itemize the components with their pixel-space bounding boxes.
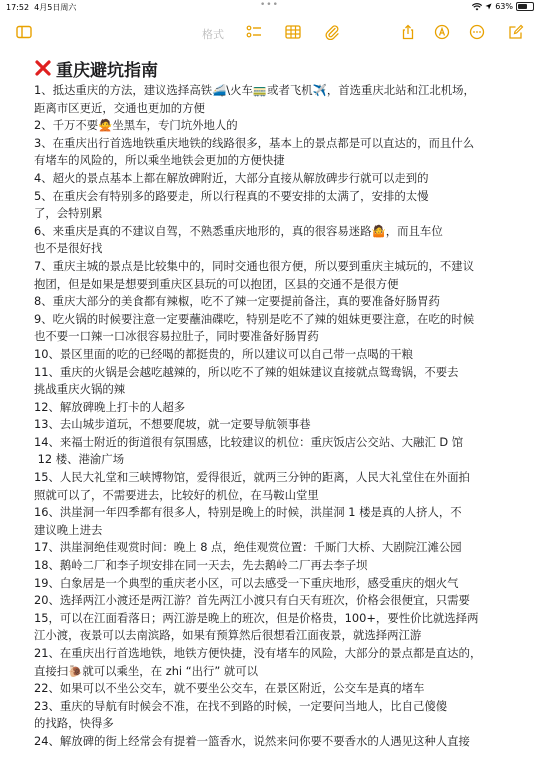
markup-icon[interactable] xyxy=(432,22,452,42)
checklist-icon[interactable] xyxy=(244,22,264,42)
note-line: 19、白象居是一个典型的重庆老小区，可以去感受一下重庆地形，感受重庆的烟火气 xyxy=(34,575,459,590)
table-icon[interactable] xyxy=(283,22,303,42)
note-text[interactable] xyxy=(34,82,514,751)
note-line: 21、在重庆出行首选地铁，地铁方便快捷，没有堵车的风险，大部分的景点都是直达的， xyxy=(34,646,482,660)
note-line: 2、千万不要🙅坐黑车，专门坑外地人的 xyxy=(34,118,238,133)
status-right xyxy=(472,2,534,11)
note-line: 直接扫🐌就可以乘坐，在 zhi “出行” 就可以 xyxy=(34,663,259,678)
multitasking-dots-icon[interactable]: ••• xyxy=(260,0,279,10)
note-title: 重庆避坑指南 xyxy=(56,60,158,81)
note-line: 照就可以了，不需要进去，比较好的机位，在马鞍山堂里 xyxy=(34,487,319,502)
note-line: 抱团，但是如果是想要到重庆区县玩的可以抱团，区县的交通不是很方便 xyxy=(34,276,399,291)
note-line: 有堵车的风险的，所以乘坐地铁会更加的方便快捷 xyxy=(34,153,285,168)
note-line: 12 楼、港渝广场 xyxy=(34,452,125,467)
note-line: 15，可以在江面看落日；两江游是晚上的班次，但是价格贵，100+，要性价比就选择两 xyxy=(34,610,479,625)
note-line: 10、景区里面的吃的已经喝的都挺贵的，所以建议可以自己带一点喝的干粮 xyxy=(34,346,413,361)
note-line: 6、来重庆是真的不建议自驾，不熟悉重庆地形的，真的很容易迷路🤷，而且车位 xyxy=(34,223,443,238)
note-title-row xyxy=(34,56,514,80)
note-line: 12、解放碑晚上打卡的人超多 xyxy=(34,399,186,414)
toolbar xyxy=(0,16,540,48)
note-line: 建议晚上进去 xyxy=(34,522,103,537)
compose-icon[interactable] xyxy=(506,22,526,42)
note-body[interactable] xyxy=(34,56,514,751)
status-bar xyxy=(0,0,540,14)
note-line: 也不是很好找 xyxy=(34,241,103,256)
note-line: 9、吃火锅的时候要注意一定要蘸油碟吃，特别是吃不了辣的姐妹更要注意，在吃的时候 xyxy=(34,311,475,326)
note-line: 18、鹅岭二厂和李子坝安排在同一天去，先去鹅岭二厂再去李子坝 xyxy=(34,558,368,573)
note-line: 17、洪崖洞绝佳观赏时间：晚上 8 点，绝佳观赏位置：千厮门大桥、大剧院江滩公园 xyxy=(34,540,462,555)
note-line: 16、洪崖洞一年四季都有很多人，特别是晚上的时候，洪崖洞 1 楼是真的人挤人，不 xyxy=(34,505,462,520)
wifi-icon xyxy=(472,3,482,11)
note-line: 距离市区更近，交通也更加的方便 xyxy=(34,100,205,115)
note-line: 23、重庆的导航有时候会不准，在找不到路的时候，一定要问当地人，比自己傻傻 xyxy=(34,698,448,713)
note-line: 也不要一口辣一口冰很容易拉肚子，同时要准备好肠胃药 xyxy=(34,329,319,344)
note-line: 挑战重庆火锅的辣 xyxy=(34,382,126,397)
more-icon[interactable] xyxy=(467,22,487,42)
note-line: 11、重庆的火锅是会越吃越辣的，所以吃不了辣的姐妹建议直接就点鸳鸯锅，不要去 xyxy=(34,364,459,379)
note-line: 15、人民大礼堂和三峡博物馆，爱得很近，就两三分钟的距离，人民大礼堂住在外面拍 xyxy=(34,470,470,485)
location-icon xyxy=(485,3,492,10)
note-line: 22、如果可以不坐公交车，就不要坐公交车，在景区附近，公交车是真的堵车 xyxy=(34,681,425,696)
share-icon[interactable] xyxy=(398,22,418,42)
note-line: 江小渡，夜景可以去南滨路，如果有预算然后很想看江面夜景，就选择两江游 xyxy=(34,628,422,643)
format-button[interactable]: 格式 xyxy=(202,28,224,41)
battery-icon xyxy=(516,2,534,11)
note-line: 14、来福士附近的街道很有氛围感，比较建议的机位：重庆饭店公交站、大融汇 D 馆 xyxy=(34,434,464,449)
note-line: 1、抵达重庆的方法，建议选择高铁🚄\火车🚃或者飞机✈️，首选重庆北站和江北机场， xyxy=(34,83,475,97)
note-line: 7、重庆主城的景点是比较集中的，同时交通也很方便，所以要到重庆主城玩的，不建议 xyxy=(34,258,475,273)
attachment-icon[interactable] xyxy=(322,22,342,42)
note-line: 8、重庆大部分的美食都有辣椒，吃不了辣一定要提前备注，真的要准备好肠胃药 xyxy=(34,294,440,309)
sidebar-toggle-icon[interactable] xyxy=(14,22,34,42)
note-line: 13、去山城步道玩，不想要爬坡，就一定要导航领事巷 xyxy=(34,417,311,432)
status-time: 17:52 4月5日周六 xyxy=(6,3,77,12)
note-line: 的找路，快得多 xyxy=(34,716,114,731)
note-line: 20、选择两江小渡还是两江游？首先两江小渡只有白天有班次，价格会很便宜，只需要 xyxy=(34,593,470,608)
note-line: 4、超火的景点基本上都在解放碑附近，大部分直接从解放碑步行就可以走到的 xyxy=(34,170,429,185)
red-cross-icon xyxy=(34,59,52,77)
battery-percent: 63% xyxy=(495,2,513,11)
note-line: 5、在重庆会有特别多的路要走，所以行程真的不要安排的太满了，安排的太慢 xyxy=(34,188,429,203)
note-line: 3、在重庆出行首选地铁重庆地铁的线路很多，基本上的景点都是可以直达的，而且什么 xyxy=(34,135,475,150)
note-line: 24、解放碑的街上经常会有提着一篮香水，说然来问你要不要香水的人遇见这种人直接 xyxy=(34,733,470,748)
note-line: 了，会特别累 xyxy=(34,206,103,221)
